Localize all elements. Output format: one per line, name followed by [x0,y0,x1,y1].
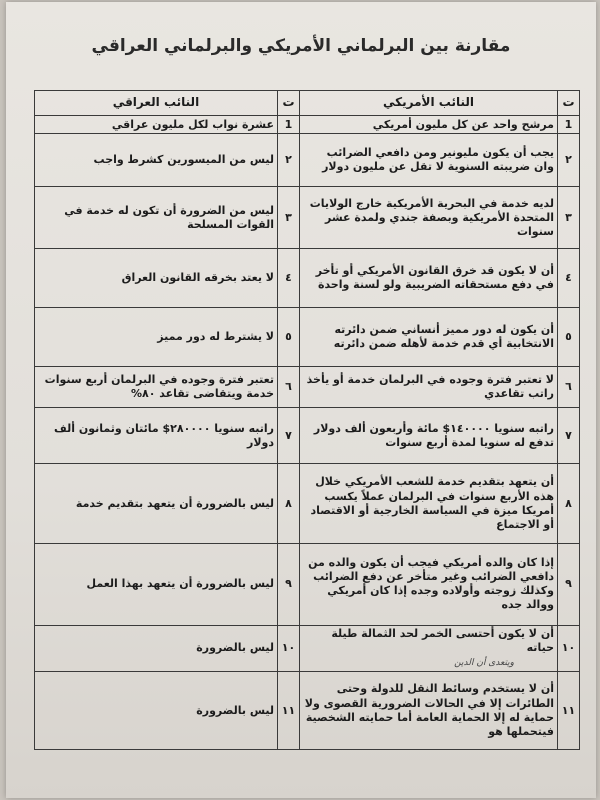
table-row [35,308,580,367]
table-row [35,134,580,187]
iraqi-cell: لا يعتد بخرقه القانون العراق [35,248,278,307]
row-num: ٥ [558,308,580,367]
row-num: ٩ [278,543,300,625]
iraqi-cell: عشرة نواب لكل مليون عراقي [35,116,278,134]
table-row [35,543,580,625]
header-american: النائب الأمريكي [300,91,558,116]
table-row [35,672,580,750]
american-cell: راتبه سنويا ١٤٠٠٠٠$ مائة وأربعون ألف دولار تدفع له سنويا لمدة أربع سنوات [300,408,558,464]
header-num-american: ت [558,91,580,116]
american-text: أن لا يكون أحتسى الخمر لحد الثمالة طيلة حياته [331,627,554,655]
row-num: ٣ [278,187,300,248]
row-num: ٤ [558,248,580,307]
table-header-row [35,91,580,116]
iraqi-cell: ليس من الضرورة أن تكون له خدمة في القوات المسلحة [35,187,278,248]
iraqi-cell: تعتبر فترة وجوده في البرلمان أربع سنوات خدمة ويتقاضى تقاعد ٨٠% [35,367,278,408]
header-num-iraqi: ت [278,91,300,116]
iraqi-cell: لا يشترط له دور مميز [35,308,278,367]
row-num: 1 [278,116,300,134]
header-iraqi: النائب العراقي [35,91,278,116]
table-row [35,367,580,408]
row-num: ٧ [558,408,580,464]
table-row [35,248,580,307]
american-cell: يجب أن يكون مليونير ومن دافعي الضرائب وان ضريبته السنوية لا تقل عن مليون دولار [300,134,558,187]
american-cell: أن لا يكون قد خرق القانون الأمريكي أو تأخر في دفع مستحقاته الضريبية ولو لسنة واحدة [300,248,558,307]
iraqi-cell: ليس بالضرورة [35,625,278,672]
american-cell [300,625,558,672]
document-page [6,2,596,798]
iraqi-cell: راتبه سنويا ٢٨٠٠٠٠$ مائتان وثمانون ألف دولار [35,408,278,464]
handwritten-note: ويتعدى أن الدين [454,658,514,669]
row-num: 1 [558,116,580,134]
row-num: ٢ [278,134,300,187]
american-cell: لديه خدمة في البحرية الأمريكية خارج الولايات المتحدة الأمريكية وبصفة جندي ولمدة عشر سنوات [300,187,558,248]
row-num: ١٠ [558,625,580,672]
iraqi-cell: ليس بالضرورة [35,672,278,750]
row-num: ١١ [558,672,580,750]
row-num: ٨ [278,464,300,544]
page-title: مقارنة بين البرلماني الأمريكي والبرلماني العراقي [91,36,511,56]
row-num: ٢ [558,134,580,187]
american-cell: أن لا يستخدم وسائط النقل للدولة وحتى الطائرات إلا في الحالات الضرورية القصوى ولا حماية له إلا الحماية العامة أما حمايته الشخصية فيتحملها هو [300,672,558,750]
comparison-table [34,90,580,750]
row-num: ١٠ [278,625,300,672]
table-row [35,464,580,544]
american-cell: أن يكون له دور مميز أنساني ضمن دائرته الانتخابية أي قدم خدمة لأهله ضمن دائرته [300,308,558,367]
row-num: ٤ [278,248,300,307]
row-num: ٦ [558,367,580,408]
row-num: ٣ [558,187,580,248]
row-num: ٨ [558,464,580,544]
american-cell: مرشح واحد عن كل مليون أمريكي [300,116,558,134]
iraqi-cell: ليس من الميسورين كشرط واجب [35,134,278,187]
row-num: ٥ [278,308,300,367]
iraqi-cell: ليس بالضرورة أن يتعهد بهذا العمل [35,543,278,625]
row-num: ٦ [278,367,300,408]
row-num: ٩ [558,543,580,625]
american-cell: إذا كان والده أمريكي فيجب أن يكون والده من دافعي الضرائب وغير متأخر عن دفع الضرائب وكذلك زوجته وأولاده وجده إذا كان أمريكي ووالد جده [300,543,558,625]
row-num: ٧ [278,408,300,464]
table-row [35,187,580,248]
row-num: ١١ [278,672,300,750]
iraqi-cell: ليس بالضرورة أن يتعهد بتقديم خدمة [35,464,278,544]
table-row [35,116,580,134]
american-cell: أن يتعهد بتقديم خدمة للشعب الأمريكي خلال هذه الأربع سنوات في البرلمان عملاً يكسب أمريكا ميزة في السياسة الخارجية أو الاقتصاد أو الاجتماع [300,464,558,544]
american-cell: لا تعتبر فترة وجوده في البرلمان خدمة أو يأخذ راتب تقاعدي [300,367,558,408]
table-row [35,625,580,672]
table-row [35,408,580,464]
